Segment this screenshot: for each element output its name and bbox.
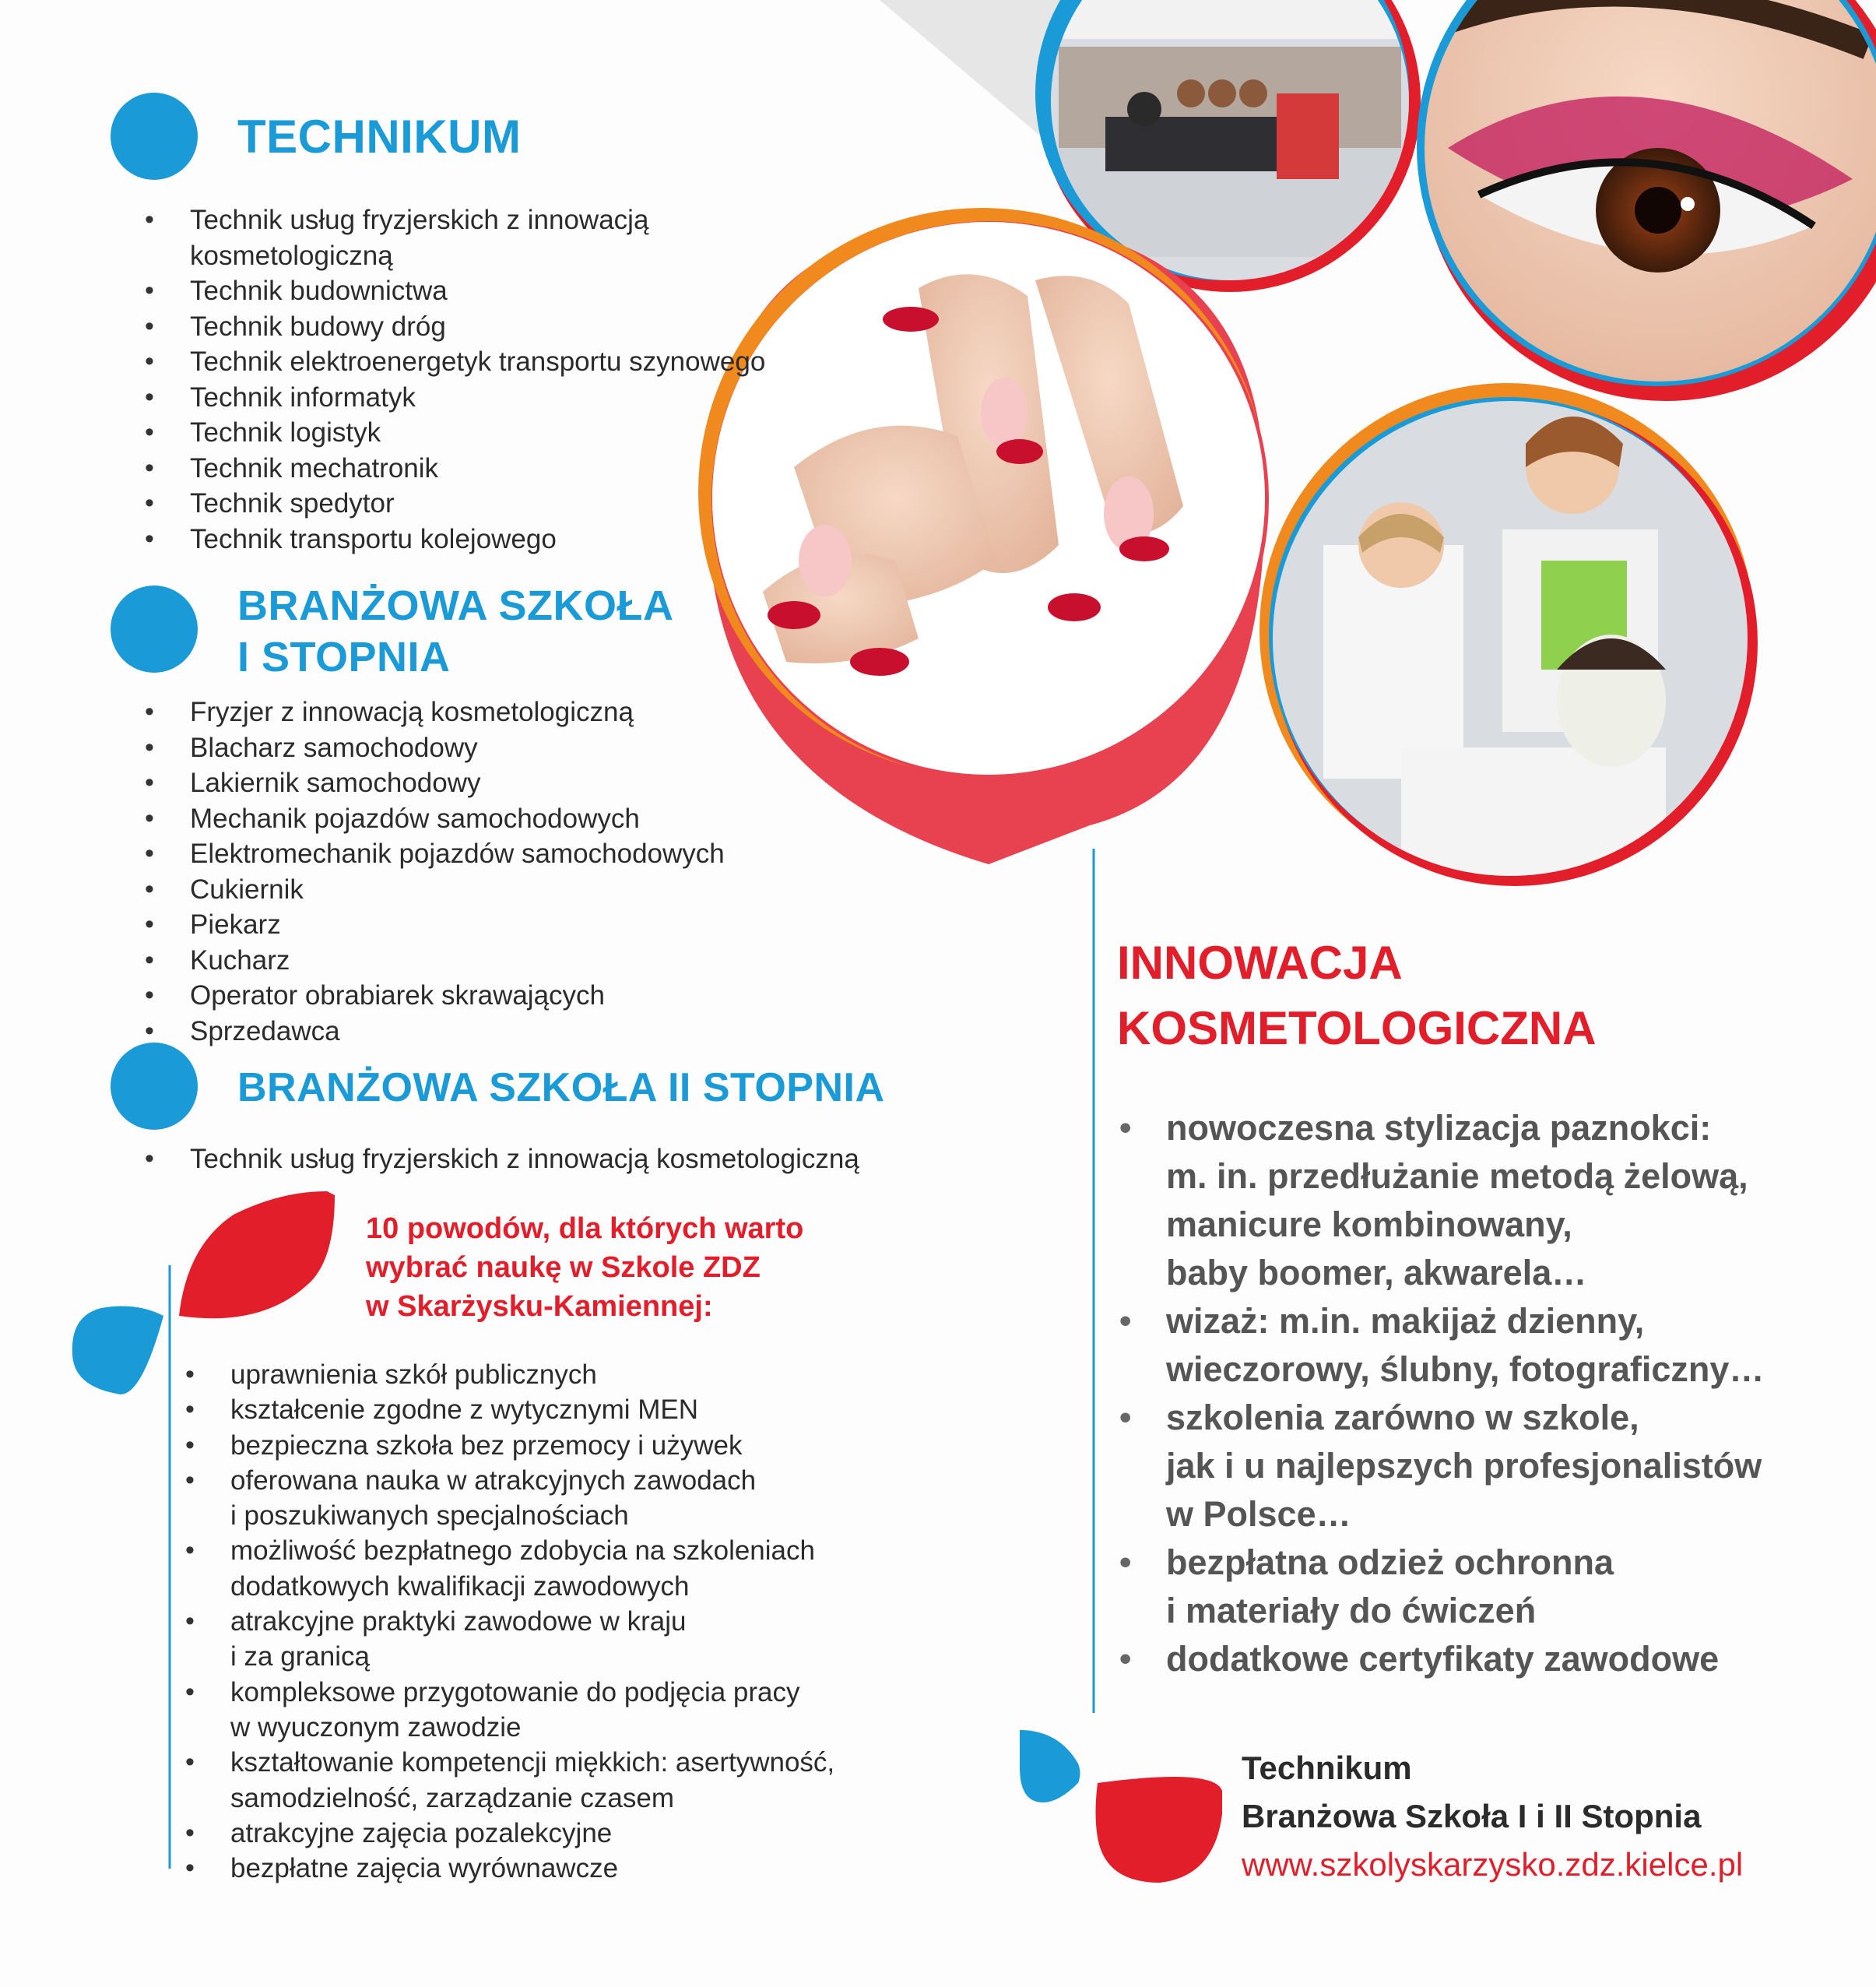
innowacja-list — [1119, 1104, 1867, 1683]
list-item: • nowoczesna stylizacja paznokci: m. in. przedłużanie metodą żelową, manicure kombinowany, baby boomer, akwarela… — [1119, 1104, 1867, 1297]
blue-drop-icon — [72, 1306, 163, 1394]
list-item: • szkolenia zarówno w szkole, jak i u najlepszych profesjonalistów w Polsce… — [1119, 1394, 1867, 1539]
list-item: • Technik spedytor — [145, 486, 845, 522]
list-item: • Elektromechanik pojazdów samochodowych — [145, 836, 845, 872]
list-item: • Technik elektroenergetyk transportu szynowego — [145, 344, 845, 380]
list-item: • atrakcyjne zajęcia pozalekcyjne — [185, 1816, 886, 1851]
technikum-list — [145, 202, 845, 557]
footer-block — [1242, 1744, 1743, 1889]
footer-school-type: Technikum — [1242, 1750, 1412, 1786]
reasons-title: 10 powodów, dla których warto wybrać naukę w Szkole ZDZ w Skarżysku-Kamiennej: — [366, 1212, 804, 1323]
list-item: • Kucharz — [145, 943, 845, 979]
list-item: • dodatkowe certyfikaty zawodowe — [1119, 1635, 1867, 1683]
branzowa2-dot — [111, 1043, 198, 1130]
list-item: • Technik informatyk — [145, 380, 845, 416]
list-item: • Lakiernik samochodowy — [145, 765, 845, 801]
innowacja-title: INNOWACJA KOSMETOLOGICZNA — [1117, 937, 1597, 1054]
technikum-dot — [111, 93, 198, 180]
branzowa1-dot — [111, 586, 198, 673]
list-item: • Mechanik pojazdów samochodowych — [145, 801, 845, 837]
list-item: • atrakcyjne praktyki zawodowe w kraju i za granicą — [185, 1604, 886, 1675]
list-item: • oferowana nauka w atrakcyjnych zawodach i poszukiwanych specjalnościach — [185, 1463, 886, 1534]
list-item: • bezpłatne zajęcia wyrównawcze — [185, 1851, 886, 1886]
list-item: • Technik budowy dróg — [145, 309, 845, 345]
footer-red-drop-icon — [1096, 1777, 1223, 1883]
branzowa2-list — [145, 1141, 1001, 1177]
footer-url-link[interactable]: www.szkolyskarzysko.zdz.kielce.pl — [1242, 1846, 1744, 1883]
list-item: • Piekarz — [145, 907, 845, 943]
list-item: • bezpieczna szkoła bez przemocy i używek — [185, 1428, 886, 1463]
list-item: • Sprzedawca — [145, 1014, 845, 1050]
list-item: • Technik usług fryzjerskich z innowacją kosmetologiczną — [145, 202, 845, 273]
list-item: • uprawnienia szkół publicznych — [185, 1357, 886, 1392]
list-item: • kształcenie zgodne z wytycznymi MEN — [185, 1392, 886, 1427]
list-item: • Technik usług fryzjerskich z innowacją kosmetologiczną — [145, 1141, 1001, 1177]
list-item: • Technik transportu kolejowego — [145, 522, 845, 557]
branzowa2-title: BRANŻOWA SZKOŁA II STOPNIA — [237, 1065, 885, 1110]
list-item: • Technik logistyk — [145, 415, 845, 451]
list-item: • Fryzjer z innowacją kosmetologiczną — [145, 695, 845, 730]
red-drop-icon — [179, 1191, 335, 1318]
list-item: • Technik budownictwa — [145, 273, 845, 309]
list-item: • kształtowanie kompetencji miękkich: asertywność, samodzielność, zarządzanie czasem — [185, 1745, 886, 1816]
branzowa1-title: BRANŻOWA SZKOŁA I STOPNIA — [237, 582, 674, 681]
list-item: • Blacharz samochodowy — [145, 730, 845, 766]
footer-school-name: Branżowa Szkoła I i II Stopnia — [1242, 1798, 1702, 1834]
list-item: • Operator obrabiarek skrawających — [145, 978, 845, 1014]
list-item: • możliwość bezpłatnego zdobycia na szkoleniach dodatkowych kwalifikacji zawodowych — [185, 1533, 886, 1604]
facial-photo — [1259, 383, 1758, 888]
list-item: • Cukiernik — [145, 872, 845, 908]
technikum-title: TECHNIKUM — [237, 111, 522, 163]
footer-blue-drop-icon — [1020, 1730, 1080, 1802]
list-item: • bezpłatna odzież ochronna i materiały do ćwiczeń — [1119, 1539, 1867, 1635]
branzowa1-list — [145, 695, 845, 1049]
list-item: • kompleksowe przygotowanie do podjęcia pracy w wyuczonym zawodzie — [185, 1675, 886, 1746]
list-item: • wizaż: m.in. makijaż dzienny, wieczorowy, ślubny, fotograficzny… — [1119, 1297, 1867, 1394]
eye-photo — [1417, 0, 1876, 401]
reasons-list — [185, 1357, 886, 1886]
list-item: • Technik mechatronik — [145, 451, 845, 487]
